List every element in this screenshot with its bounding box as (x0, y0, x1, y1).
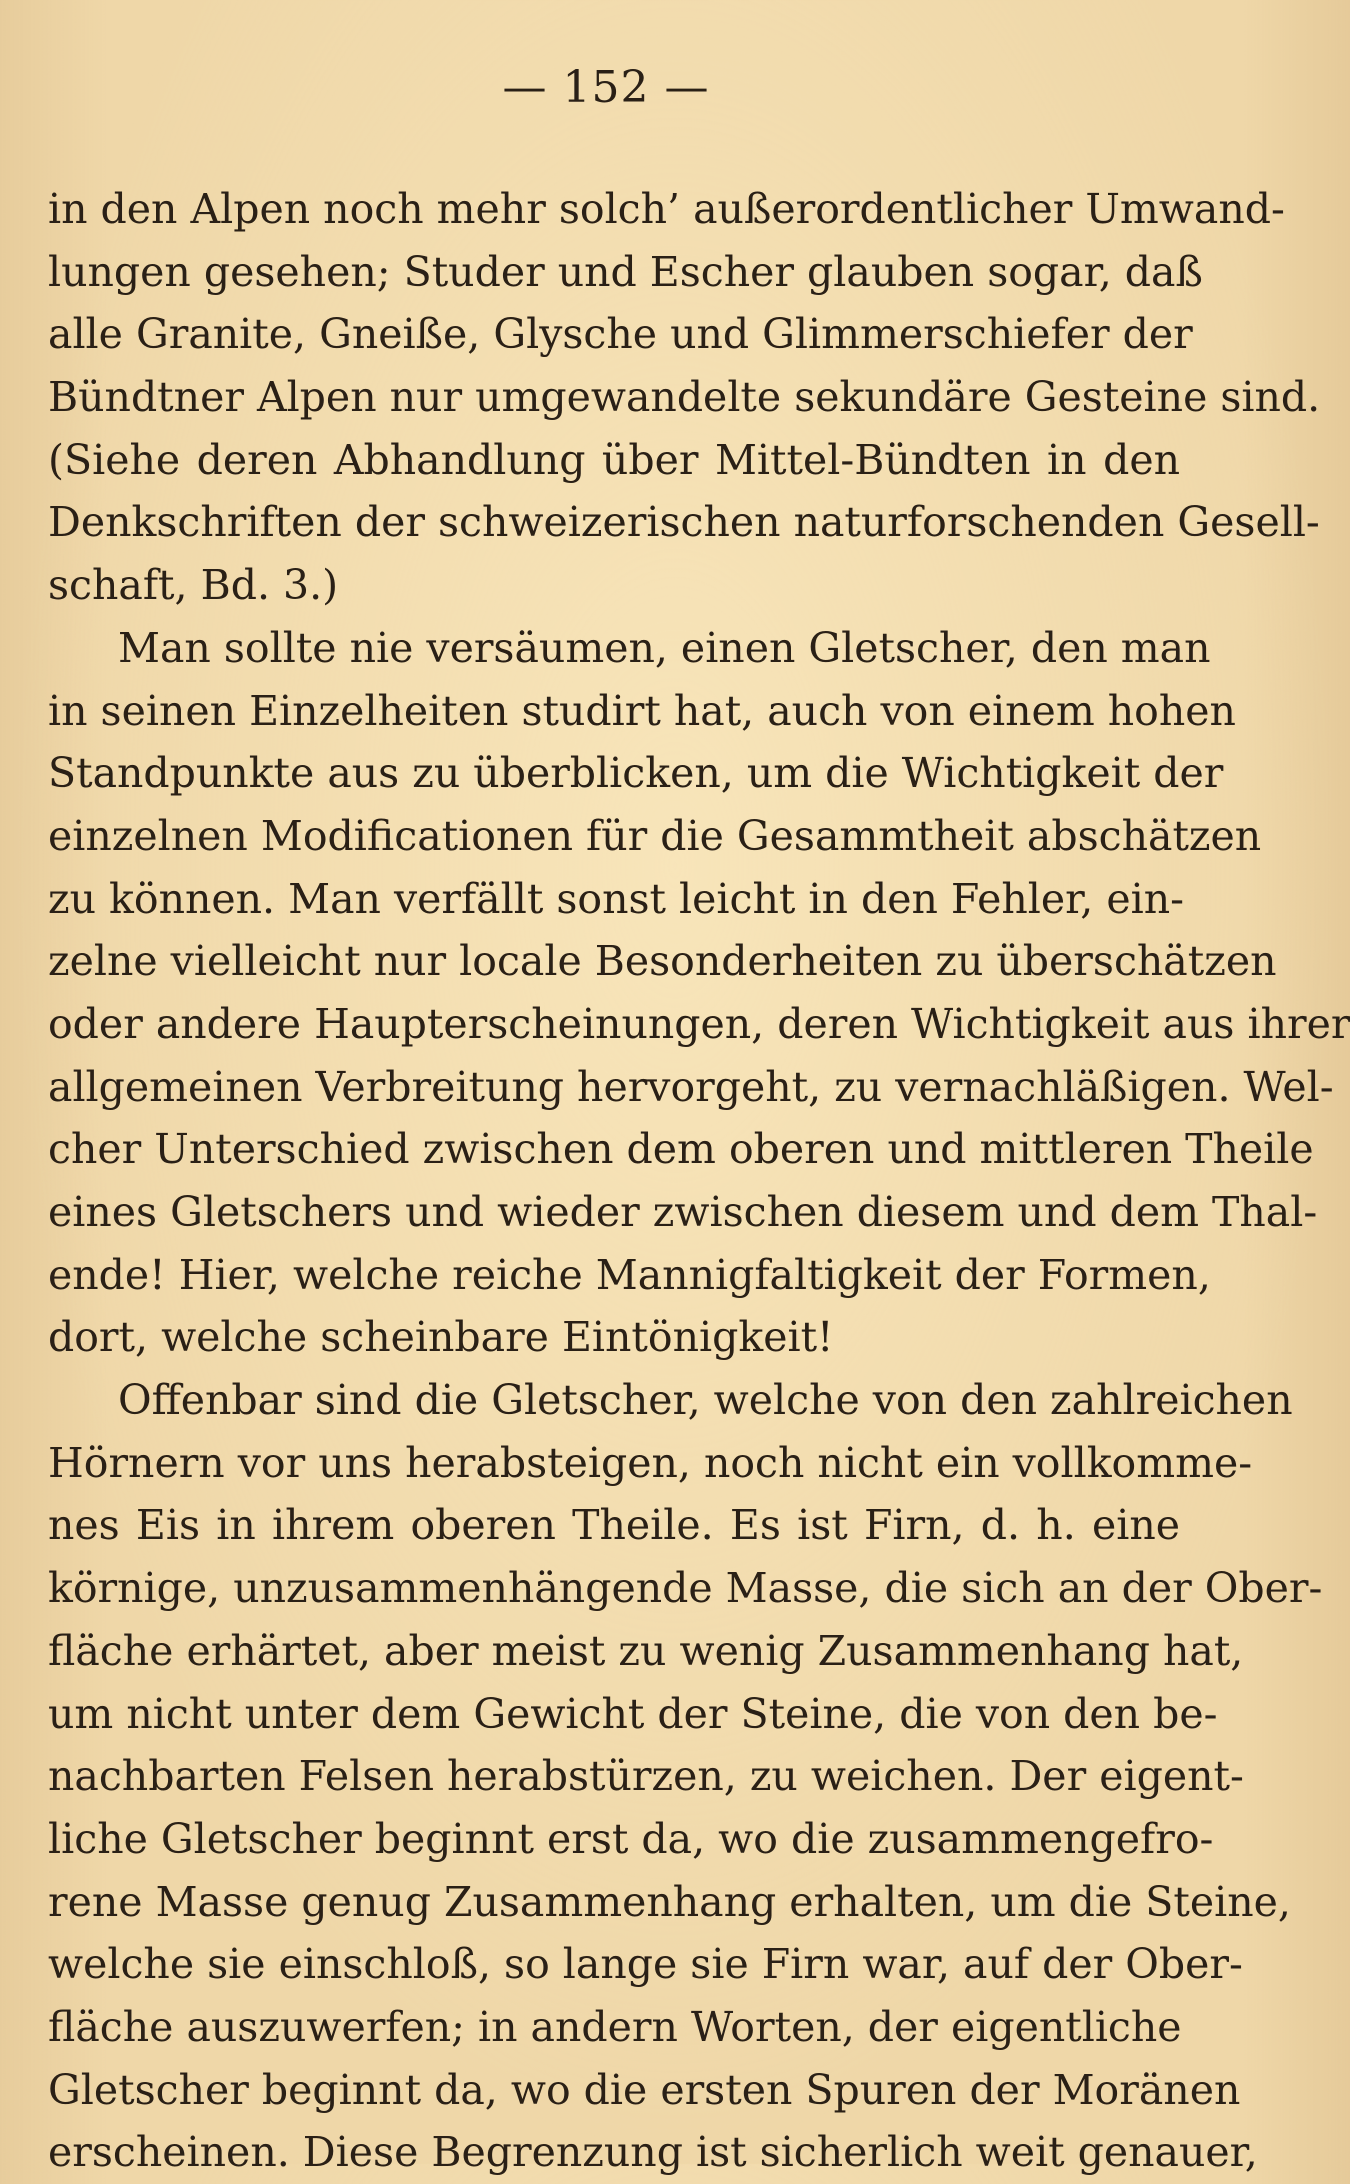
paragraph-2 (48, 617, 1350, 1369)
text-line: Gletscher beginnt da, wo die ersten Spuren der Moränen (48, 2065, 1241, 2114)
paragraph-1 (48, 178, 1321, 617)
text-line: Hörnern vor uns herabsteigen, noch nicht ein vollkomme- (48, 1438, 1253, 1487)
text-line: (Siehe deren Abhandlung über Mittel-Bündten in den (48, 435, 1180, 484)
text-line: fläche auszuwerfen; in andern Worten, der eigentliche (48, 2002, 1182, 2051)
text-line: Denkschriften der schweizerischen naturforschenden Gesell- (48, 498, 1320, 547)
text-line: in seinen Einzelheiten studirt hat, auch von einem hohen (48, 686, 1236, 735)
text-line: dort, welche scheinbare Eintönigkeit! (48, 1313, 834, 1362)
text-line: welche sie einschloß, so lange sie Firn war, auf der Ober- (48, 1940, 1243, 1989)
text-line: Bündtner Alpen nur umgewandelte sekundäre Gesteine sind. (48, 373, 1321, 422)
text-line: körnige, unzusammenhängende Masse, die sich an der Ober- (48, 1564, 1323, 1613)
text-line: cher Unterschied zwischen dem oberen und mittleren Theile (48, 1125, 1314, 1174)
text-line: eines Gletschers und wieder zwischen diesem und dem Thal- (48, 1188, 1318, 1236)
text-line: Man sollte nie versäumen, einen Gletscher, den man (118, 623, 1211, 672)
text-line: einzelnen Modificationen für die Gesammtheit abschätzen (48, 811, 1262, 860)
text-line: rene Masse genug Zusammenhang erhalten, um die Steine, (48, 1877, 1291, 1926)
text-line: nachbarten Felsen herabstürzen, zu weichen. Der eigent- (48, 1752, 1244, 1801)
body-text (48, 178, 1350, 2184)
text-line: schaft, Bd. 3.) (48, 561, 339, 610)
text-line: in den Alpen noch mehr solch’ außerordentlicher Umwand- (48, 185, 1285, 233)
paragraph-3 (48, 1369, 1323, 2184)
text-line: allgemeinen Verbreitung hervorgeht, zu vernachläßigen. Wel- (48, 1062, 1334, 1111)
text-line: alle Granite, Gneiße, Glysche und Glimmerschiefer der (48, 310, 1193, 359)
text-line: nes Eis in ihrem oberen Theile. Es ist Firn, d. h. eine (48, 1501, 1180, 1550)
page-number: — 152 — (502, 62, 710, 113)
text-line: Offenbar sind die Gletscher, welche von den zahlreichen (118, 1376, 1293, 1425)
text-line: lungen gesehen; Studer und Escher glauben sogar, daß (48, 247, 1203, 296)
text-line: um nicht unter dem Gewicht der Steine, die von den be- (48, 1689, 1218, 1738)
text-line: oder andere Haupterscheinungen, deren Wichtigkeit aus ihrer (48, 999, 1350, 1048)
text-line: zelne vielleicht nur locale Besonderheiten zu überschätzen (48, 937, 1277, 986)
text-line: ende! Hier, welche reiche Mannigfaltigkeit der Formen, (48, 1250, 1211, 1299)
text-line: liche Gletscher beginnt erst da, wo die zusammengefro- (48, 1814, 1214, 1863)
text-line: zu können. Man verfällt sonst leicht in den Fehler, ein- (48, 874, 1184, 923)
text-line: Standpunkte aus zu überblicken, um die Wichtigkeit der (48, 749, 1224, 798)
text-line: erscheinen. Diese Begrenzung ist sicherlich weit genauer, (48, 2128, 1258, 2177)
text-line: fläche erhärtet, aber meist zu wenig Zusammenhang hat, (48, 1626, 1244, 1675)
